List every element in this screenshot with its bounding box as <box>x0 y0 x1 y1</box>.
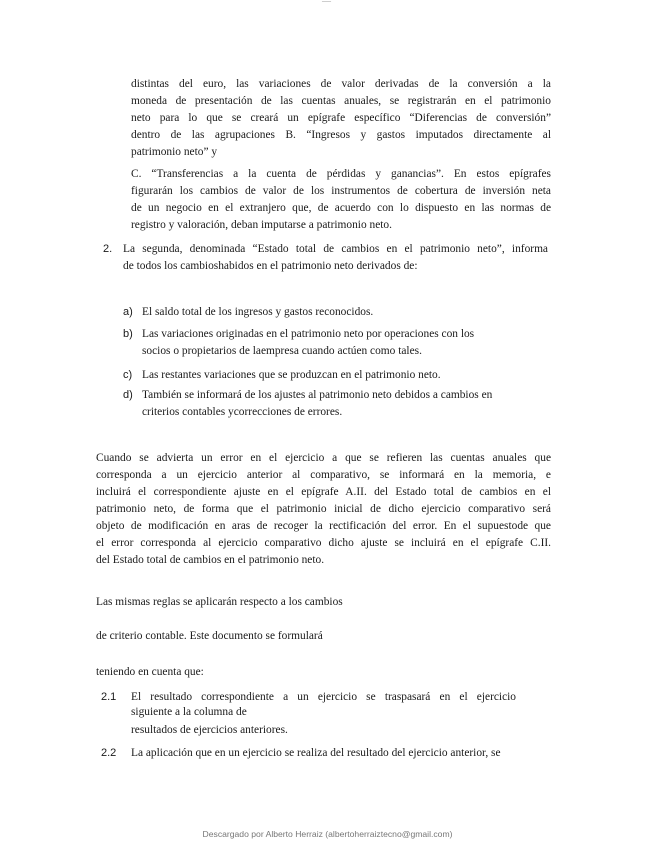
text-line: El saldo total de los ingresos y gastos reconocidos. <box>142 306 374 318</box>
text-line: patrimonio neto” y <box>131 146 218 158</box>
text-line: de todos los cambioshabidos en el patrimonio neto derivados de: <box>123 260 418 272</box>
text-line: La aplicación que en un ejercicio se realiza del resultado del ejercicio anterior, se <box>131 747 501 759</box>
top-mark: — <box>322 0 331 6</box>
rules-line: Las mismas reglas se aplicarán respecto a los cambios <box>96 596 343 608</box>
text-line: Las variaciones originadas en el patrimonio neto por operaciones con los <box>142 328 475 340</box>
list-number: 2.1 <box>101 691 117 703</box>
text-line: moneda de presentación de las cuentas anuales, se registrarán en el patrimonio <box>131 95 551 107</box>
text-line: del Estado total de cambios en el patrimonio neto. <box>96 554 325 566</box>
download-footer: Descargado por Alberto Herraiz (albertoherraiztecno@gmail.com) <box>202 829 453 839</box>
text-line: resultados de ejercicios anteriores. <box>131 724 288 736</box>
list-letter: b) <box>123 328 133 340</box>
list-number: 2.2 <box>101 747 117 759</box>
list-letter: a) <box>123 306 133 318</box>
text-line: el error corresponda al ejercicio comparativo dicho ajuste se incluirá en el epígrafe C.II. <box>96 537 551 549</box>
text-line: registro y valoración, deban imputarse a patrimonio neto. <box>131 219 392 231</box>
text-line: Las restantes variaciones que se produzcan en el patrimonio neto. <box>142 369 441 381</box>
text-line: Cuando se advierta un error en el ejercicio a que se refieren las cuentas anuales que <box>96 452 551 464</box>
text-line: El resultado correspondiente a un ejercicio se traspasará en el ejercicio <box>131 691 516 703</box>
criterio-line: de criterio contable. Este documento se formulará <box>96 630 323 642</box>
text-line: corresponda a un ejercicio anterior al comparativo, se informará en la memoria, e <box>96 469 551 481</box>
text-line: incluirá el correspondiente ajuste en el epígrafe A.II. del Estado total de cambios en el <box>96 486 551 498</box>
teniendo-line: teniendo en cuenta que: <box>96 666 204 678</box>
text-line: dentro de las agrupaciones B. “Ingresos y gastos imputados directamente al <box>131 129 551 141</box>
list-letter: d) <box>123 389 133 401</box>
text-line: C. “Transferencias a la cuenta de pérdidas y ganancias”. En estos epígrafes <box>131 168 551 180</box>
text-line: objeto de modificación en aras de recoger la rectificación del error. En el supuestode que <box>96 520 551 532</box>
list-letter: c) <box>123 369 133 381</box>
text-line: patrimonio neto, de forma que el patrimonio inicial de dicho ejercicio comparativo será <box>96 503 551 515</box>
text-line: siguiente a la columna de <box>131 706 247 718</box>
text-line: distintas del euro, las variaciones de valor derivadas de la conversión a la <box>131 78 551 90</box>
text-line: neto para lo que se creará un epígrafe específico “Diferencias de conversión” <box>131 112 551 124</box>
text-line: socios o propietarios de laempresa cuando actúen como tales. <box>142 345 422 357</box>
text-line: criterios contables ycorrecciones de errores. <box>142 406 343 418</box>
text-line: También se informará de los ajustes al patrimonio neto debidos a cambios en <box>142 389 493 401</box>
text-line: La segunda, denominada “Estado total de cambios en el patrimonio neto”, informa <box>123 243 548 255</box>
list-number: 2. <box>103 243 113 255</box>
text-line: de un negocio en el extranjero que, de acuerdo con lo dispuesto en las normas de <box>131 202 551 214</box>
text-line: figurarán los cambios de valor de los instrumentos de cobertura de inversión neta <box>131 185 551 197</box>
